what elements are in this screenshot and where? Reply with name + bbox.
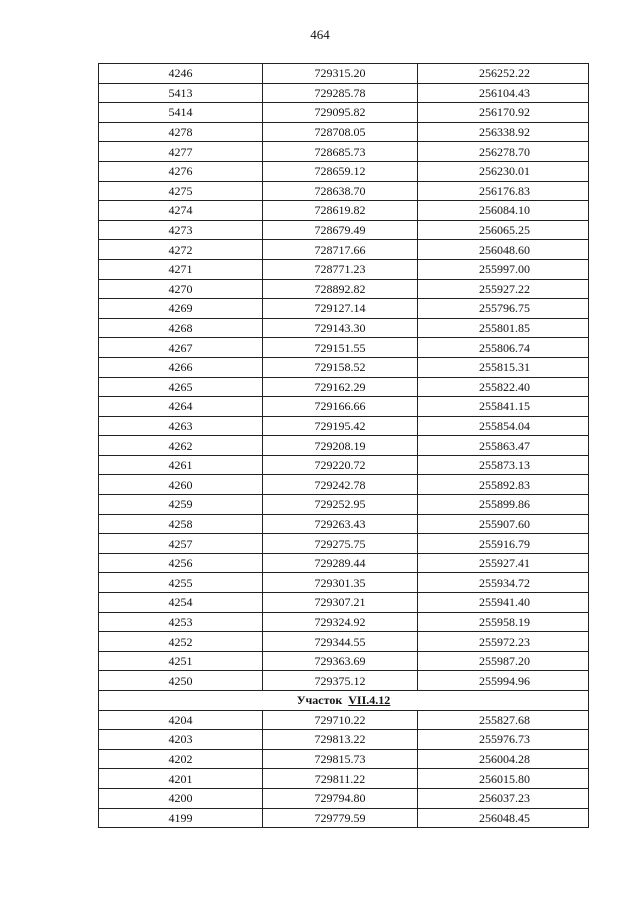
- point-number: 4253: [99, 612, 263, 632]
- table-row: [99, 318, 589, 338]
- y-coordinate: 256104.43: [418, 83, 589, 103]
- point-number: 4265: [99, 377, 263, 397]
- y-coordinate: 256015.80: [418, 769, 589, 789]
- table-row: [99, 475, 589, 495]
- y-coordinate: 256048.45: [418, 808, 589, 828]
- x-coordinate: 729158.52: [263, 357, 418, 377]
- y-coordinate: 255801.85: [418, 318, 589, 338]
- table-row: [99, 181, 589, 201]
- table-row: [99, 495, 589, 515]
- point-number: 4246: [99, 64, 263, 84]
- point-number: 4256: [99, 553, 263, 573]
- x-coordinate: 729127.14: [263, 299, 418, 319]
- page-number: 464: [310, 27, 330, 42]
- y-coordinate: 256170.92: [418, 103, 589, 123]
- x-coordinate: 729710.22: [263, 710, 418, 730]
- rows-before: [99, 64, 589, 691]
- point-number: 4259: [99, 495, 263, 515]
- point-number: 4203: [99, 730, 263, 750]
- point-number: 4273: [99, 220, 263, 240]
- y-coordinate: 255958.19: [418, 612, 589, 632]
- point-number: 4275: [99, 181, 263, 201]
- x-coordinate: 729324.92: [263, 612, 418, 632]
- y-coordinate: 255863.47: [418, 436, 589, 456]
- table-row: [99, 730, 589, 750]
- x-coordinate: 729151.55: [263, 338, 418, 358]
- table-row: [99, 553, 589, 573]
- table-row: [99, 534, 589, 554]
- x-coordinate: 729285.78: [263, 83, 418, 103]
- y-coordinate: 255854.04: [418, 416, 589, 436]
- point-number: 4201: [99, 769, 263, 789]
- point-number: 4252: [99, 632, 263, 652]
- table-row: [99, 808, 589, 828]
- point-number: 4262: [99, 436, 263, 456]
- point-number: 4263: [99, 416, 263, 436]
- y-coordinate: 255892.83: [418, 475, 589, 495]
- x-coordinate: 729166.66: [263, 397, 418, 417]
- point-number: 4258: [99, 514, 263, 534]
- point-number: 4268: [99, 318, 263, 338]
- point-number: 4277: [99, 142, 263, 162]
- point-number: 4251: [99, 651, 263, 671]
- table-row: [99, 122, 589, 142]
- x-coordinate: 729195.42: [263, 416, 418, 436]
- x-coordinate: 728771.23: [263, 259, 418, 279]
- y-coordinate: 255916.79: [418, 534, 589, 554]
- y-coordinate: 255907.60: [418, 514, 589, 534]
- table-row: [99, 259, 589, 279]
- x-coordinate: 728659.12: [263, 161, 418, 181]
- point-number: 4200: [99, 788, 263, 808]
- y-coordinate: 255994.96: [418, 671, 589, 691]
- point-number: 4272: [99, 240, 263, 260]
- y-coordinate: 255899.86: [418, 495, 589, 515]
- point-number: 4271: [99, 259, 263, 279]
- y-coordinate: 255822.40: [418, 377, 589, 397]
- y-coordinate: 256338.92: [418, 122, 589, 142]
- table-row: [99, 279, 589, 299]
- table-row: [99, 593, 589, 613]
- table-row: [99, 338, 589, 358]
- point-number: 4204: [99, 710, 263, 730]
- x-coordinate: 729315.20: [263, 64, 418, 84]
- x-coordinate: 729242.78: [263, 475, 418, 495]
- x-coordinate: 729307.21: [263, 593, 418, 613]
- x-coordinate: 729794.80: [263, 788, 418, 808]
- table-row: [99, 64, 589, 84]
- point-number: 4202: [99, 749, 263, 769]
- x-coordinate: 728638.70: [263, 181, 418, 201]
- y-coordinate: 255806.74: [418, 338, 589, 358]
- point-number: 4257: [99, 534, 263, 554]
- x-coordinate: 728679.49: [263, 220, 418, 240]
- point-number: 4199: [99, 808, 263, 828]
- x-coordinate: 729289.44: [263, 553, 418, 573]
- table-row: [99, 749, 589, 769]
- x-coordinate: 729815.73: [263, 749, 418, 769]
- rows-after: [99, 710, 589, 828]
- y-coordinate: 256084.10: [418, 201, 589, 221]
- table-row: [99, 201, 589, 221]
- y-coordinate: 255987.20: [418, 651, 589, 671]
- y-coordinate: 255841.15: [418, 397, 589, 417]
- y-coordinate: 255927.22: [418, 279, 589, 299]
- x-coordinate: 728685.73: [263, 142, 418, 162]
- x-coordinate: 729220.72: [263, 455, 418, 475]
- x-coordinate: 728717.66: [263, 240, 418, 260]
- y-coordinate: 255972.23: [418, 632, 589, 652]
- y-coordinate: 255976.73: [418, 730, 589, 750]
- x-coordinate: 729811.22: [263, 769, 418, 789]
- section-prefix: Участок: [296, 693, 343, 708]
- y-coordinate: 255927.41: [418, 553, 589, 573]
- x-coordinate: 729301.35: [263, 573, 418, 593]
- point-number: 4274: [99, 201, 263, 221]
- x-coordinate: 729813.22: [263, 730, 418, 750]
- x-coordinate: 729208.19: [263, 436, 418, 456]
- y-coordinate: 255827.68: [418, 710, 589, 730]
- table-row: [99, 632, 589, 652]
- point-number: 4278: [99, 122, 263, 142]
- point-number: 4266: [99, 357, 263, 377]
- point-number: 5414: [99, 103, 263, 123]
- y-coordinate: 256048.60: [418, 240, 589, 260]
- table-row: [99, 142, 589, 162]
- point-number: 4250: [99, 671, 263, 691]
- table-row: [99, 612, 589, 632]
- x-coordinate: 729363.69: [263, 651, 418, 671]
- y-coordinate: 256176.83: [418, 181, 589, 201]
- x-coordinate: 729375.12: [263, 671, 418, 691]
- table-row: [99, 240, 589, 260]
- section-row: [99, 691, 589, 711]
- x-coordinate: 729252.95: [263, 495, 418, 515]
- point-number: 4269: [99, 299, 263, 319]
- section-code: VII.4.12: [348, 693, 391, 708]
- y-coordinate: 256065.25: [418, 220, 589, 240]
- table-row: [99, 436, 589, 456]
- coordinates-table: [98, 63, 589, 828]
- table-row: [99, 397, 589, 417]
- table-row: [99, 357, 589, 377]
- x-coordinate: 729143.30: [263, 318, 418, 338]
- y-coordinate: 256278.70: [418, 142, 589, 162]
- y-coordinate: 255997.00: [418, 259, 589, 279]
- y-coordinate: 255873.13: [418, 455, 589, 475]
- table-row: [99, 103, 589, 123]
- table-row: [99, 416, 589, 436]
- table-row: [99, 514, 589, 534]
- table-row: [99, 455, 589, 475]
- y-coordinate: 256037.23: [418, 788, 589, 808]
- table-row: [99, 651, 589, 671]
- point-number: 4260: [99, 475, 263, 495]
- y-coordinate: 255941.40: [418, 593, 589, 613]
- point-number: 4254: [99, 593, 263, 613]
- x-coordinate: 729344.55: [263, 632, 418, 652]
- x-coordinate: 729162.29: [263, 377, 418, 397]
- point-number: 4255: [99, 573, 263, 593]
- table-row: [99, 299, 589, 319]
- y-coordinate: 256004.28: [418, 749, 589, 769]
- y-coordinate: 255934.72: [418, 573, 589, 593]
- x-coordinate: 728892.82: [263, 279, 418, 299]
- table-row: [99, 671, 589, 691]
- x-coordinate: 729275.75: [263, 534, 418, 554]
- x-coordinate: 729263.43: [263, 514, 418, 534]
- point-number: 5413: [99, 83, 263, 103]
- y-coordinate: 256230.01: [418, 161, 589, 181]
- section-block: [99, 691, 589, 711]
- table-row: [99, 573, 589, 593]
- point-number: 4264: [99, 397, 263, 417]
- table-row: [99, 710, 589, 730]
- table-row: [99, 83, 589, 103]
- section-header: [99, 691, 589, 711]
- point-number: 4267: [99, 338, 263, 358]
- point-number: 4270: [99, 279, 263, 299]
- table-row: [99, 220, 589, 240]
- y-coordinate: 255796.75: [418, 299, 589, 319]
- x-coordinate: 729779.59: [263, 808, 418, 828]
- table-row: [99, 161, 589, 181]
- table-row: [99, 769, 589, 789]
- x-coordinate: 729095.82: [263, 103, 418, 123]
- x-coordinate: 728619.82: [263, 201, 418, 221]
- y-coordinate: 255815.31: [418, 357, 589, 377]
- table-row: [99, 788, 589, 808]
- point-number: 4261: [99, 455, 263, 475]
- table-row: [99, 377, 589, 397]
- y-coordinate: 256252.22: [418, 64, 589, 84]
- x-coordinate: 728708.05: [263, 122, 418, 142]
- point-number: 4276: [99, 161, 263, 181]
